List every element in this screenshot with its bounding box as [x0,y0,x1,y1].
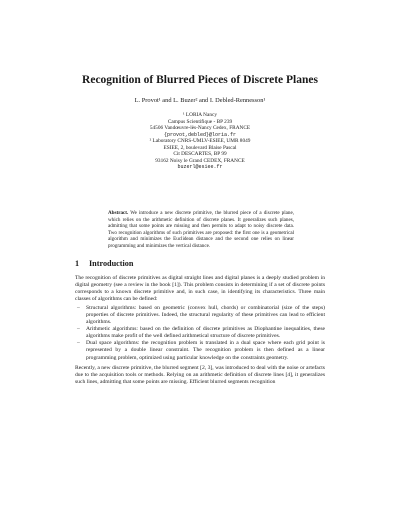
list-item [77,305,325,326]
abstract-label: Abstract. [108,210,129,216]
affiliation-line: ESIEE, 2, boulevard Blaise Pascal [163,144,237,151]
affiliation-line: ² Laboratory CNRS-UMLV-ESIEE, UMR 8049 [149,138,251,144]
section-title: Introduction [89,259,134,268]
section-heading [75,259,133,269]
author-list: L. Provot¹ and L. Buzer² and I. Debled-Rennesson¹ [134,97,266,104]
affiliation-line: Campus Scientifique - BP 239 [167,118,233,125]
affiliation-line: 93162 Noisy le Grand CEDEX, FRANCE [155,157,245,164]
list-item-text: Dual space algorithms: the recognition problem is translated in a dual space where each grid point is represented by a double linear constraint. The recognition problem is then defined as a linear programming problem, optimized using particular knowledge on the constraints geometry. [86,340,325,361]
abstract [108,210,294,250]
list-item [77,340,325,361]
bullet-marker: – [77,305,80,312]
list-item-text: Structural algorithms: based on geometric (convex hull, chords) or combinatorial (size of the steps) properties of discrete primitives. Indeed, the structural regularity of these primitives can lead to efficient algorithms. [86,305,325,326]
list-item-text: Arithmetic algorithms: based on the definition of discrete primitives as Diophantine inequalities, these algorithms make profit of the well defined arithmetical structure of discrete primitives. [86,326,325,340]
affiliation-line: ¹ LORIA Nancy [183,112,217,118]
list-item [77,326,325,340]
bullet-marker: – [77,326,80,333]
affiliation-line: Cit DESCARTES, BP 99 [173,151,227,157]
section-number: 1 [75,259,80,268]
body-text [75,275,325,386]
affiliation-email: buzerl@esiee.fr [177,164,223,170]
paper-title: Recognition of Blurred Pieces of Discrete Planes [82,74,318,86]
algorithm-class-list [75,305,325,361]
abstract-text: We introduce a new discrete primitive, the blurred piece of a discrete plane, which relies on the arithmetic definition of discrete planes. It generalizes such planes, admitting that some points are missing and then permits to adapt to noisy discrete data. Two recognition algorithms of such primitives are proposed: the first one is a geometrical algorithm and minimizes the Euclidean distance and the second one relies on linear programming and minimizes the vertical distance. [108,210,294,249]
bullet-marker: – [77,340,80,347]
affiliations [0,112,400,171]
intro-paragraph: The recognition of discrete primitives as digital straight lines and digital planes is a deeply studied problem in digital geometry (see a review in the book [1]). This problem consists in determining if a set of discrete points corresponds to a known discrete primitive and, in such case, in identifying its characteristics. Three main classes of algorithms can be defined: [75,275,325,303]
affiliation-email: {provot,debled}@loria.fr [163,131,236,138]
affiliation-line: 54506 Vandœuvre-lès-Nancy Cedex, FRANCE [149,125,251,131]
paragraph: Recently, a new discrete primitive, the blurred segment [2, 3], was introduced to deal with the noise or artefacts due to the acquisition tools or methods. Relying on an arithmetic definition of discrete lines [4], it generalizes such lines, admitting that some points are missing. Efficient blurred segments recognition [75,364,325,385]
